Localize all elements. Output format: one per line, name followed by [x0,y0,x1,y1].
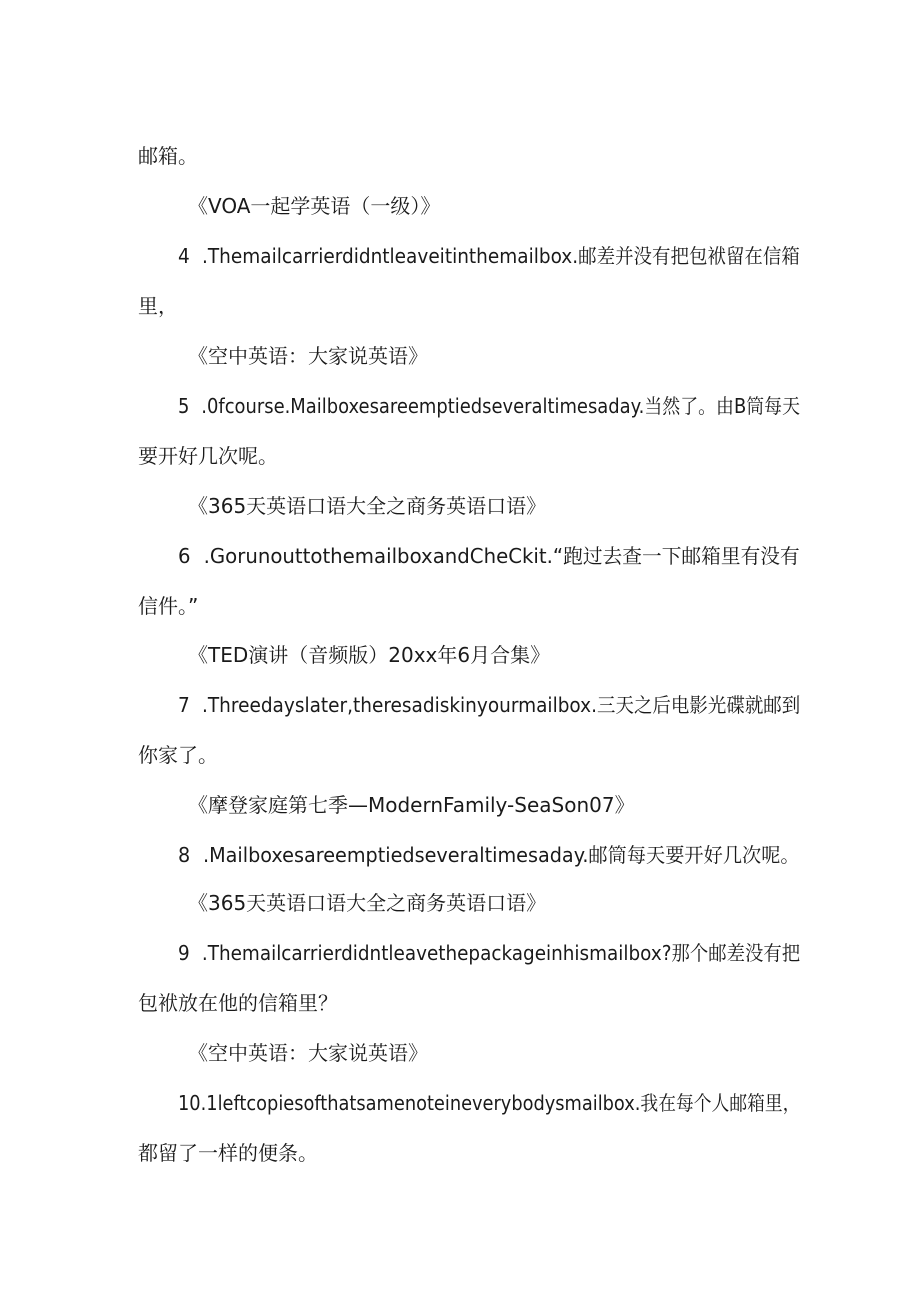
text-line: 邮箱。 [138,144,198,168]
example-sentence: 10.1leftcopiesofthatsamenoteineverybodysmailbox.我在每个人邮箱里， [178,1091,801,1115]
sentence-text: .0fcourse.Mailboxesareemptiedseveraltimesaday.当然了。由B筒每天 [201,394,801,418]
item-number: 9 [178,941,190,965]
text-line: 信件。” [138,594,199,618]
item-number: 6 [178,544,191,568]
example-sentence [178,393,800,419]
sentence-text: .Threedayslater,theresadiskinyourmailbox.三天之后电影光碟就邮到 [202,693,801,717]
item-number: 8 [178,843,191,867]
item-number: 7 [178,693,190,717]
sentence-text: .Themailcarrierdidntleaveitinthemailbox.邮差并没有把包袱留在信箱 [202,244,800,268]
source-citation: 《365天英语口语大全之商务英语口语》 [188,494,547,518]
example-sentence [178,243,800,269]
example-sentence [178,842,800,868]
source-citation: 《TED演讲（音频版）20xx年6月合集》 [188,643,551,667]
text-line: 都留了一样的便条。 [138,1141,318,1165]
text-line: 你家了。 [138,743,218,767]
source-citation: 《空中英语：大家说英语》 [188,344,428,368]
source-citation: 《摩登家庭第七季—ModernFamily-SeaSon07》 [188,793,635,817]
sentence-text: .Themailcarrierdidntleavethepackageinhismailbox?那个邮差没有把 [201,941,801,965]
sentence-text: .Mailboxesareemptiedseveraltimesaday.邮筒每天要开好几次呢。 [202,843,800,867]
example-sentence [178,543,800,569]
item-number: 4 [178,244,190,268]
text-line: 要开好几次呢。 [138,444,278,468]
example-sentence [178,940,800,966]
sentence-text: .GorunouttothemailboxandCheCkit.“跑过去查一下邮箱里有没有 [203,544,800,568]
source-citation: 《VOA一起学英语（一级）》 [188,194,441,218]
example-sentence [178,692,800,718]
source-citation: 《空中英语：大家说英语》 [188,1041,428,1065]
text-line: 里， [138,294,178,318]
text-line: 包袱放在他的信箱里？ [138,991,338,1015]
item-number: 5 [178,394,190,418]
source-citation: 《365天英语口语大全之商务英语口语》 [188,891,547,915]
